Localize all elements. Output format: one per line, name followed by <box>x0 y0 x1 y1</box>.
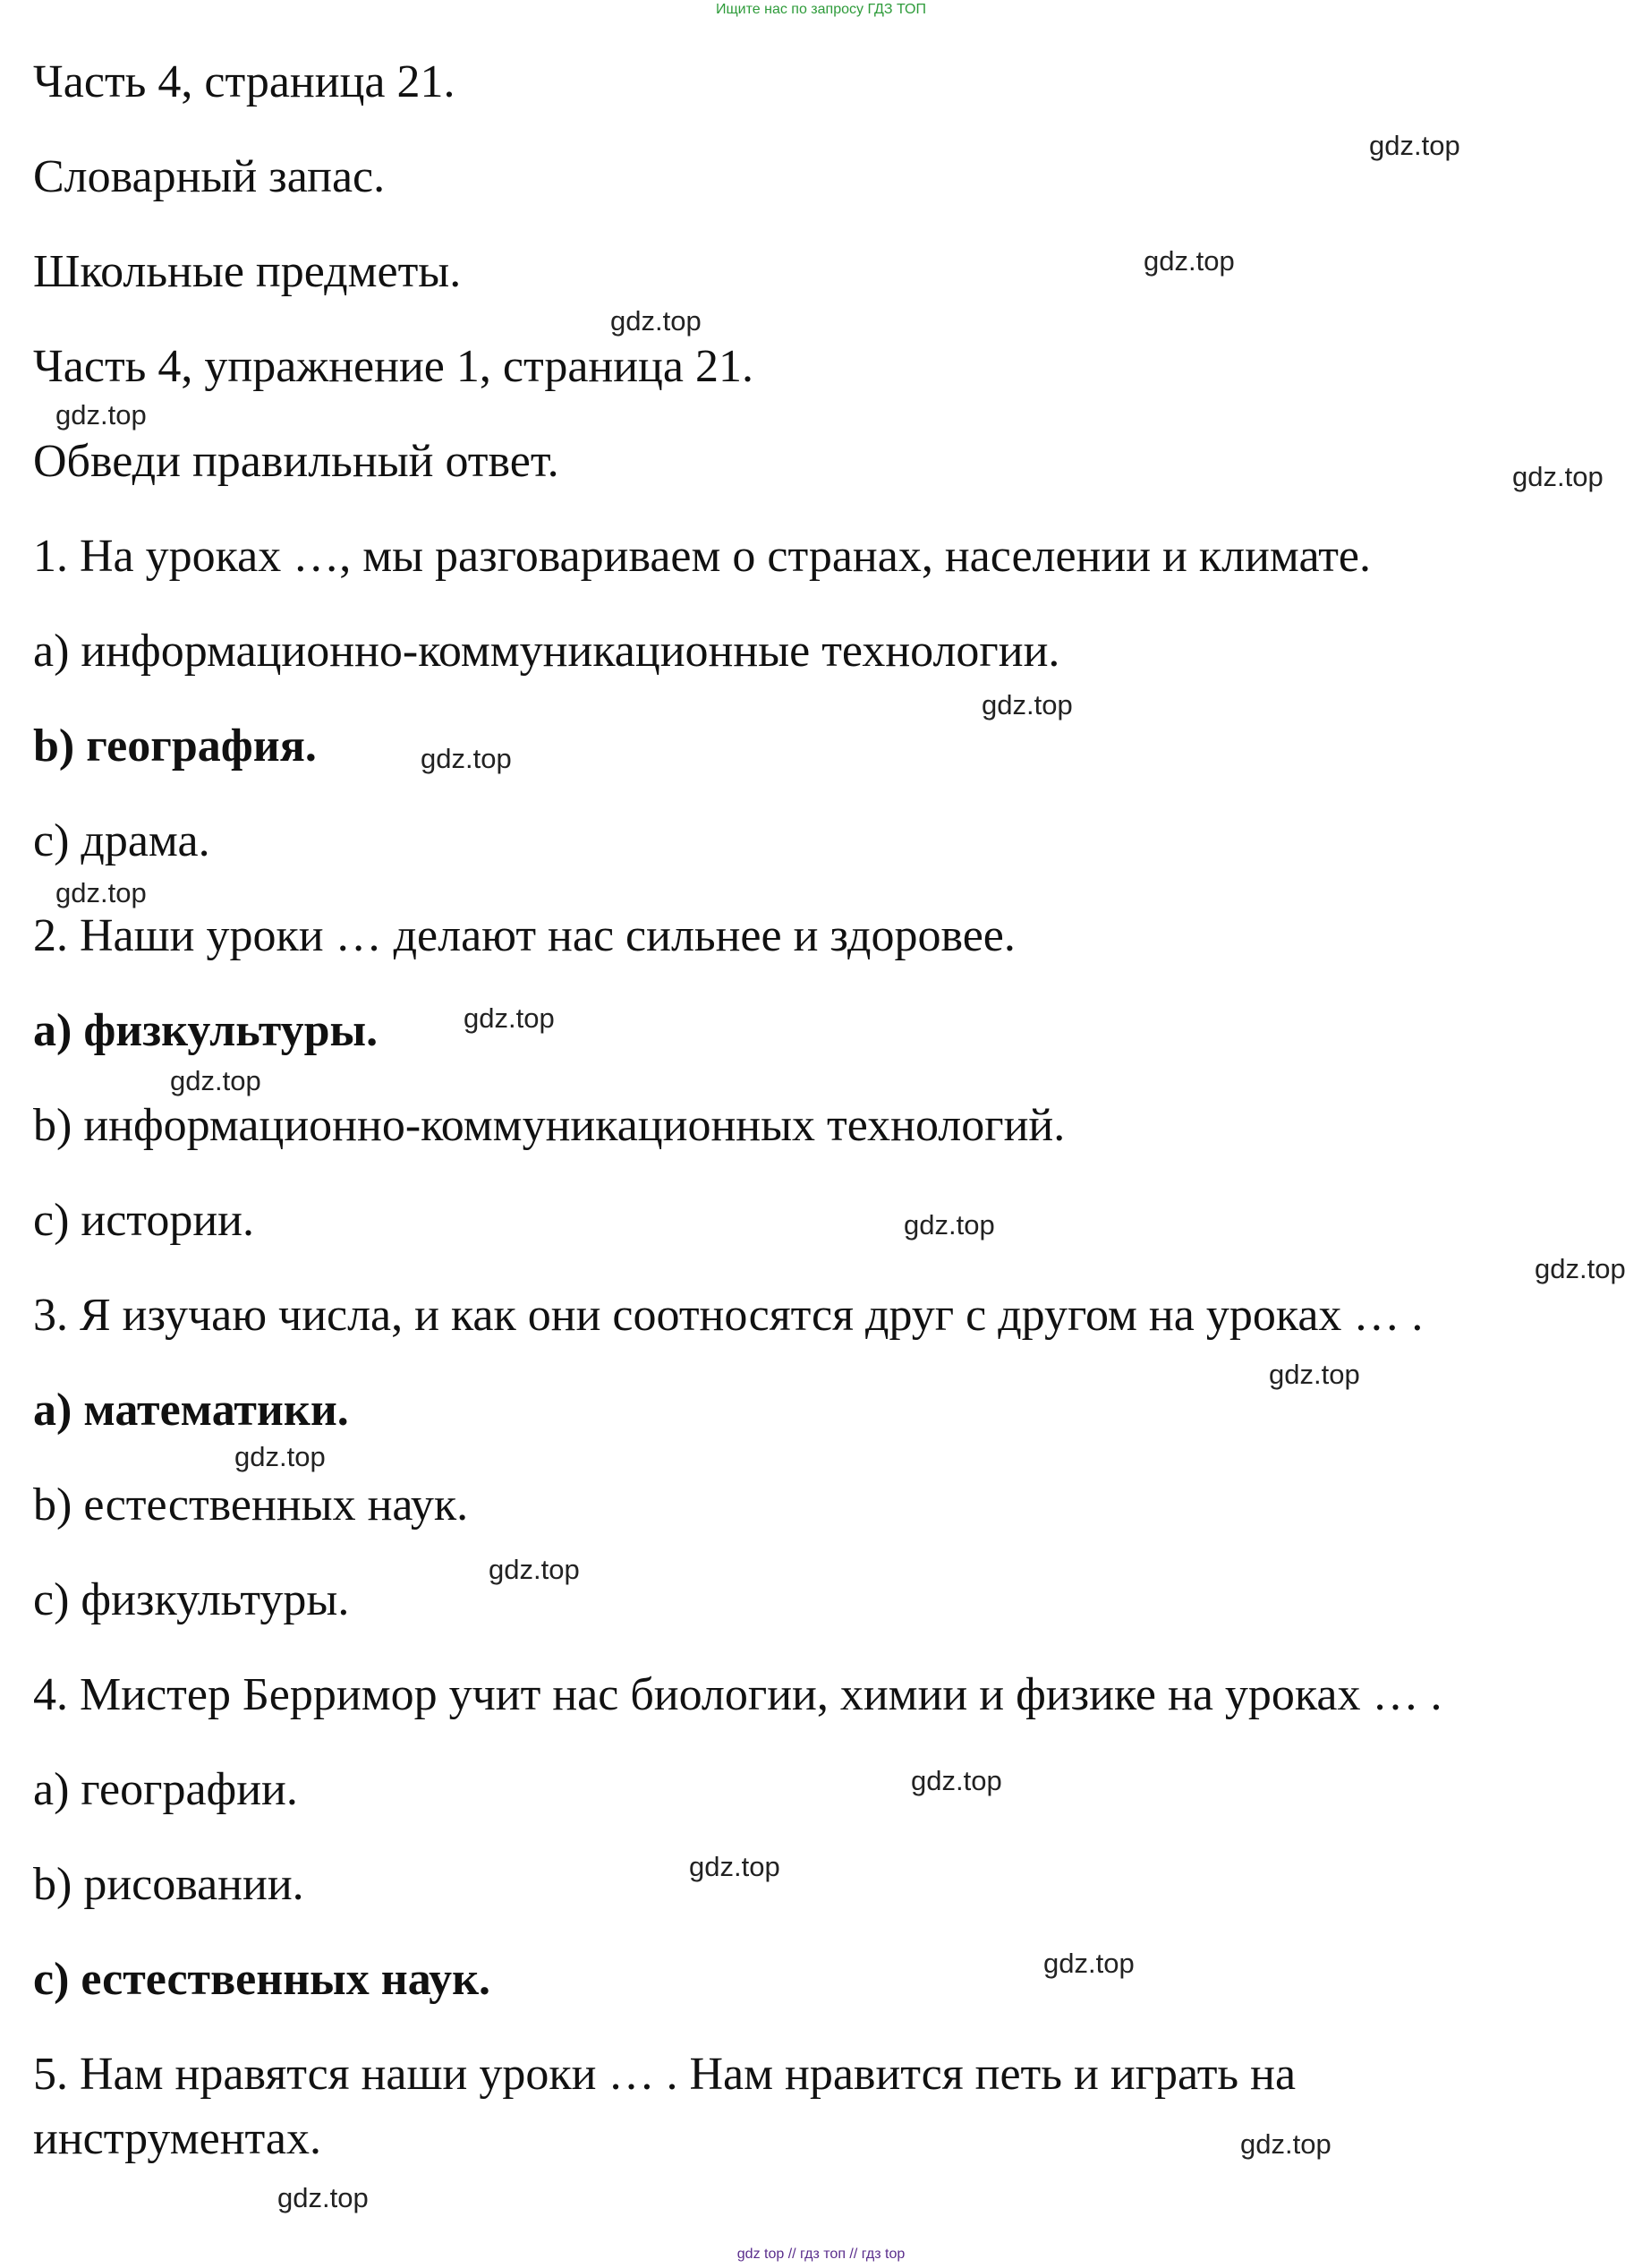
watermark: gdz.top <box>610 305 702 337</box>
watermark: gdz.top <box>911 1765 1002 1796</box>
q4-option-a: a) географии. <box>33 1764 298 1815</box>
watermark: gdz.top <box>1240 2128 1331 2160</box>
watermark: gdz.top <box>489 1554 580 1585</box>
watermark: gdz.top <box>904 1209 995 1241</box>
q4-option-b: b) рисовании. <box>33 1859 304 1910</box>
q1-option-a: a) информационно-коммуникационные технологии. <box>33 626 1060 677</box>
footer-watermark: gdz top // гдз топ // гдз top <box>736 2247 906 2262</box>
q2-option-b: b) информационно-коммуникационных технологий. <box>33 1100 1066 1151</box>
question-1: 1. На уроках …, мы разговариваем о странах, населении и климате. <box>33 531 1371 582</box>
q4-option-c-correct: c) естественных наук. <box>33 1954 491 2005</box>
q1-option-c: c) драма. <box>33 815 210 866</box>
watermark: gdz.top <box>1369 130 1460 161</box>
watermark: gdz.top <box>689 1851 780 1882</box>
doc-line-instruction: Обведи правильный ответ. <box>33 436 559 487</box>
doc-line-vocabulary: Словарный запас. <box>33 151 386 202</box>
watermark: gdz.top <box>277 2182 369 2213</box>
q3-option-c: c) физкультуры. <box>33 1574 350 1625</box>
doc-line-school-subjects: Школьные предметы. <box>33 246 462 297</box>
doc-line-part-page: Часть 4, страница 21. <box>33 56 455 107</box>
q3-option-a-correct: a) математики. <box>33 1385 349 1436</box>
question-4: 4. Мистер Берримор учит нас биологии, химии и физике на уроках … . <box>33 1669 1442 1720</box>
doc-line-exercise-heading: Часть 4, упражнение 1, страница 21. <box>33 341 753 392</box>
watermark: gdz.top <box>1269 1359 1360 1390</box>
q3-option-b: b) естественных наук. <box>33 1479 469 1530</box>
top-banner: Ищите нас по запросу ГДЗ ТОП <box>716 2 926 17</box>
q2-option-c: c) истории. <box>33 1195 254 1246</box>
watermark: gdz.top <box>55 399 147 431</box>
watermark: gdz.top <box>170 1065 261 1096</box>
watermark: gdz.top <box>421 743 512 774</box>
question-5: 5. Нам нравятся наши уроки … . Нам нравится петь и играть на <box>33 2049 1297 2100</box>
watermark: gdz.top <box>1535 1253 1626 1284</box>
watermark: gdz.top <box>464 1002 555 1034</box>
question-5-continued: инструментах. <box>33 2113 321 2164</box>
question-3: 3. Я изучаю числа, и как они соотносятся друг с другом на уроках … . <box>33 1290 1424 1341</box>
watermark: gdz.top <box>55 877 147 908</box>
q1-option-b-correct: b) география. <box>33 720 317 772</box>
watermark: gdz.top <box>1144 245 1235 277</box>
watermark: gdz.top <box>982 689 1073 720</box>
question-2: 2. Наши уроки … делают нас сильнее и здоровее. <box>33 910 1016 961</box>
watermark: gdz.top <box>1512 461 1604 492</box>
q2-option-a-correct: a) физкультуры. <box>33 1005 379 1056</box>
watermark: gdz.top <box>234 1441 326 1472</box>
watermark: gdz.top <box>1043 1948 1135 1979</box>
